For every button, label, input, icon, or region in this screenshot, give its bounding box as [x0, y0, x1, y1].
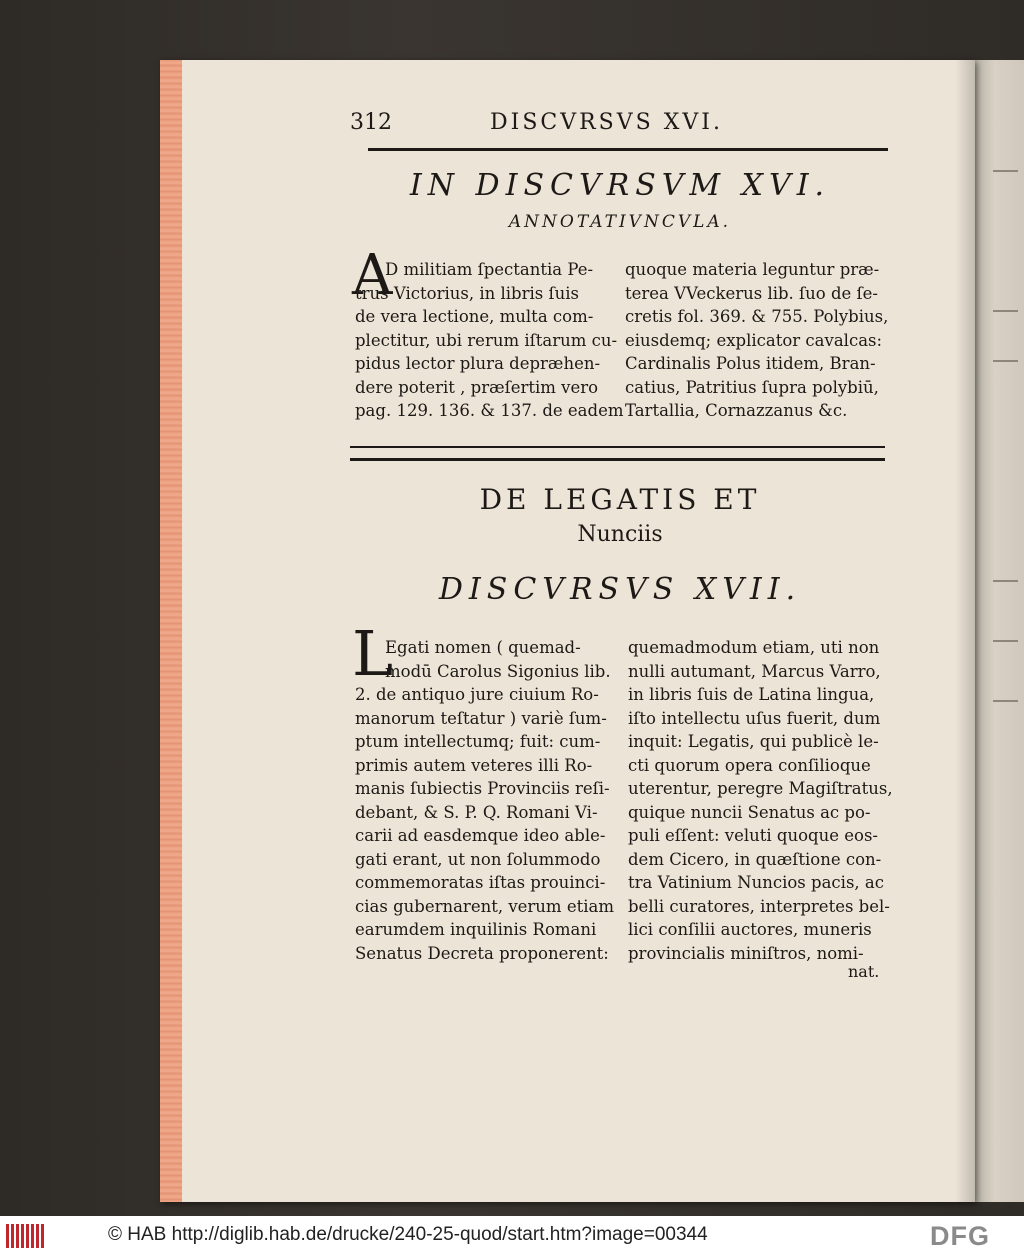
text-line: inquit: Legatis, qui publicè le-: [628, 732, 879, 751]
text-line: manorum teſtatur ) variè ſum-: [355, 708, 607, 728]
catchword: nat.: [848, 962, 880, 981]
chapter-left-column: [355, 636, 625, 965]
text-line: pag. 129. 136. & 137. de eadem: [355, 401, 624, 420]
text-line: lici conſilii auctores, muneris: [628, 920, 872, 939]
text-line: in libris ſuis de Latina lingua,: [628, 685, 875, 704]
text-line: modū Carolus Sigonius lib.: [385, 661, 611, 681]
text-line: D militiam ſpectantia Pe-: [385, 260, 594, 279]
text-line: Tartallia, Cornazzanus &c.: [625, 401, 848, 420]
text-line: provincialis miniſtros, nomi-: [628, 943, 864, 963]
hab-logo-icon: [6, 1224, 46, 1248]
running-head: [350, 110, 890, 146]
text-line: plectitur, ubi rerum iſtarum cu-: [355, 330, 618, 350]
text-line: de vera lectione, multa com-: [355, 307, 594, 326]
text-line: Senatus Decreta proponerent:: [355, 943, 609, 963]
chapter-discursus: DISCVRSVS XVII.: [438, 572, 802, 607]
text-line: pidus lector plura depræhen-: [355, 354, 601, 373]
section-rule-top: [350, 446, 885, 448]
chapter-right-column: [628, 636, 893, 965]
text-line: uterentur, peregre Magiſtratus,: [628, 779, 893, 798]
text-line: quoque materia leguntur præ-: [625, 260, 880, 279]
text-line: eiusdemq; explicator cavalcas:: [625, 330, 883, 350]
text-line: quemadmodum etiam, uti non: [628, 638, 880, 657]
text-line: trus Victorius, in libris ſuis: [355, 283, 579, 303]
text-line: iſto intellectu uſus fuerit, dum: [628, 708, 881, 728]
annotation-subheading: ANNOTATIVNCVLA.: [508, 212, 732, 232]
footer-credit-link[interactable]: © HAB http://diglib.hab.de/drucke/240-25-quod/start.htm?image=00344: [108, 1224, 708, 1245]
text-line: belli curatores, interpretes bel-: [628, 896, 890, 916]
text-line: dere poterit , præſertim vero: [355, 377, 599, 397]
text-line: cias gubernarent, verum etiam: [355, 896, 614, 916]
annotation-dropcap: A: [352, 243, 393, 308]
running-title: DISCVRSVS XVI.: [490, 110, 723, 135]
section-rule-bottom: [350, 458, 885, 461]
text-line: primis autem veteres illi Ro-: [355, 755, 593, 775]
gutter-shadow: [955, 60, 975, 1202]
annotation-heading: IN DISCVRSVM XVI.: [409, 168, 831, 203]
text-line: ptum intellectumq; fuit: cum-: [355, 732, 601, 751]
text-line: quique nuncii Senatus ac po-: [628, 802, 871, 822]
text-line: Cardinalis Polus itidem, Bran-: [625, 354, 876, 373]
header-rule: [368, 148, 888, 151]
annotation-right-column: [625, 258, 895, 423]
dfg-logo: DFG: [930, 1221, 990, 1251]
text-line: 2. de antiquo jure ciuium Ro-: [355, 685, 599, 704]
text-line: puli eſſent: veluti quoque eos-: [628, 826, 878, 845]
page-number: 312: [350, 110, 392, 135]
text-line: earumdem inquilinis Romani: [355, 920, 597, 939]
text-line: commemoratas iſtas prouinci-: [355, 873, 606, 892]
text-line: cti quorum opera conſilioque: [628, 755, 871, 775]
viewer-footer: [0, 1216, 1024, 1255]
text-line: Egati nomen ( quemad-: [385, 638, 581, 657]
chapter-dropcap: L: [352, 617, 394, 690]
red-page-edge: [160, 60, 182, 1202]
text-line: nulli autumant, Marcus Varro,: [628, 661, 881, 681]
text-line: cretis fol. 369. & 755. Polybius,: [625, 307, 889, 326]
text-line: carii ad easdemque ideo able-: [355, 826, 606, 845]
text-line: dem Cicero, in quæſtione con-: [628, 849, 882, 869]
chapter-title: DE LEGATIS ET: [479, 483, 761, 516]
text-line: terea VVeckerus lib. ſuo de ſe-: [625, 283, 878, 303]
text-line: gati erant, ut non ſolummodo: [355, 849, 601, 869]
text-line: catius, Patritius ſupra polybiū,: [625, 377, 879, 397]
text-line: manis ſubiectis Provinciis reſi-: [355, 779, 610, 798]
text-line: tra Vatinium Nuncios pacis, ac: [628, 873, 884, 892]
chapter-subtitle: Nunciis: [577, 522, 663, 547]
text-line: debant, & S. P. Q. Romani Vi-: [355, 802, 598, 822]
facing-page-edge: [975, 60, 1024, 1202]
annotation-left-column: [355, 258, 625, 423]
